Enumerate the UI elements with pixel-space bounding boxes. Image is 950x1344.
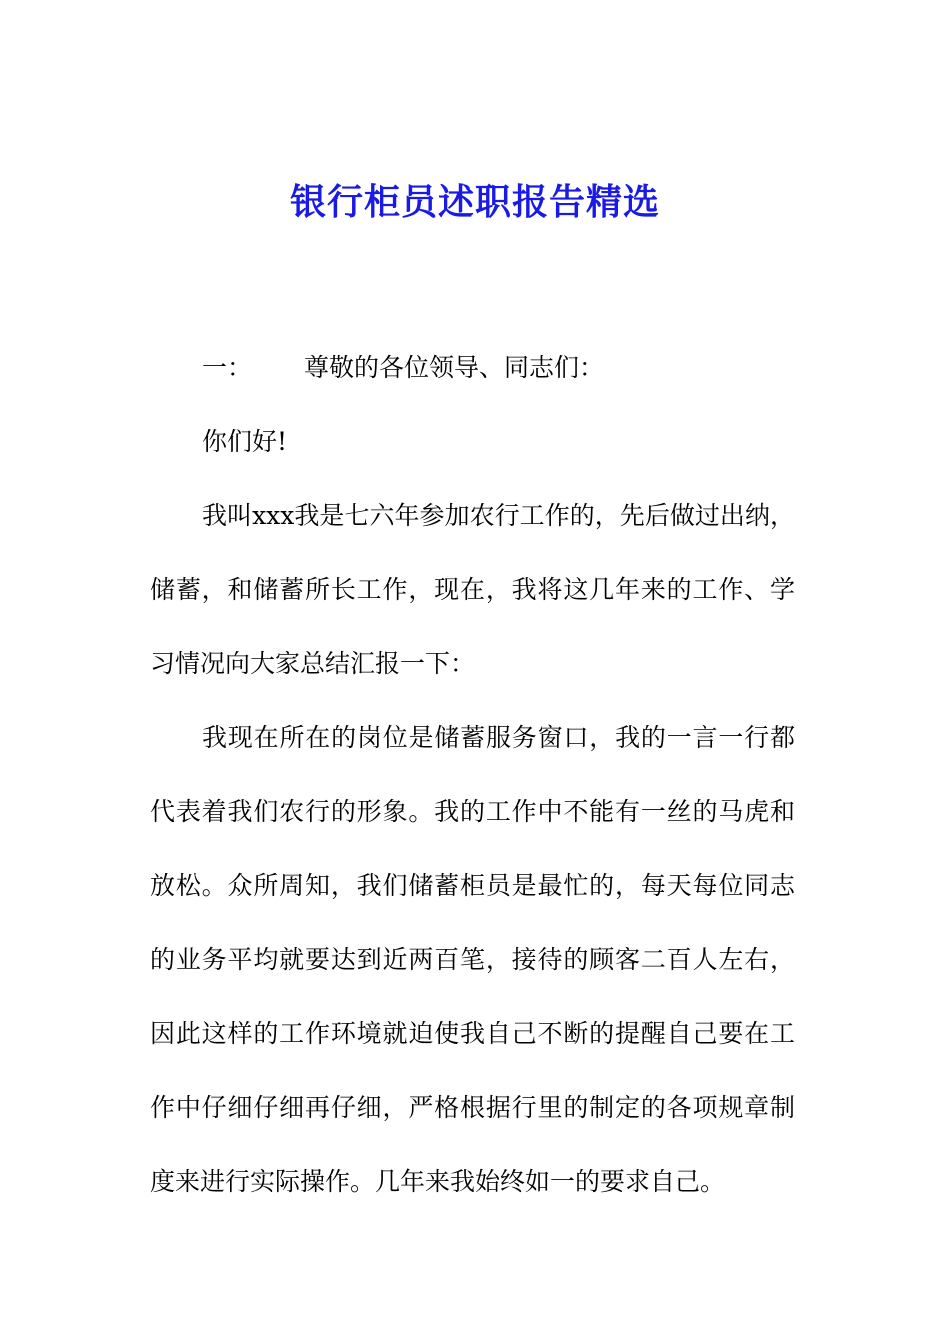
document-title: 银行柜员述职报告精选 — [289, 181, 660, 223]
document-body — [150, 331, 795, 1219]
salutation-number: 一： — [202, 353, 253, 382]
paragraph-work-duties: 我现在所在的岗位是储蓄服务窗口，我的一言一行都代表着我们农行的形象。我的工作中不能有一丝的马虎和放松。众所周知，我们储蓄柜员是最忙的，每天每位同志的业务平均就要达到近两百笔，接待的顾客二百人左右，因此这样的工作环境就迫使我自己不断的提醒自己要在工作中仔细仔细再仔细，严格根据行里的制定的各项规章制度来进行实际操作。几年来我始终如一的要求自己。 — [150, 723, 795, 1196]
paragraph-introduction: 我叫xxx我是七六年参加农行工作的，先后做过出纳，储蓄，和储蓄所长工作，现在，我将这几年来的工作、学习情况向大家总结汇报一下： — [150, 501, 795, 678]
salutation-text: 尊敬的各位领导、同志们： — [304, 353, 605, 382]
paragraph-greeting: 你们好! — [202, 427, 288, 456]
salutation-line — [150, 331, 795, 405]
